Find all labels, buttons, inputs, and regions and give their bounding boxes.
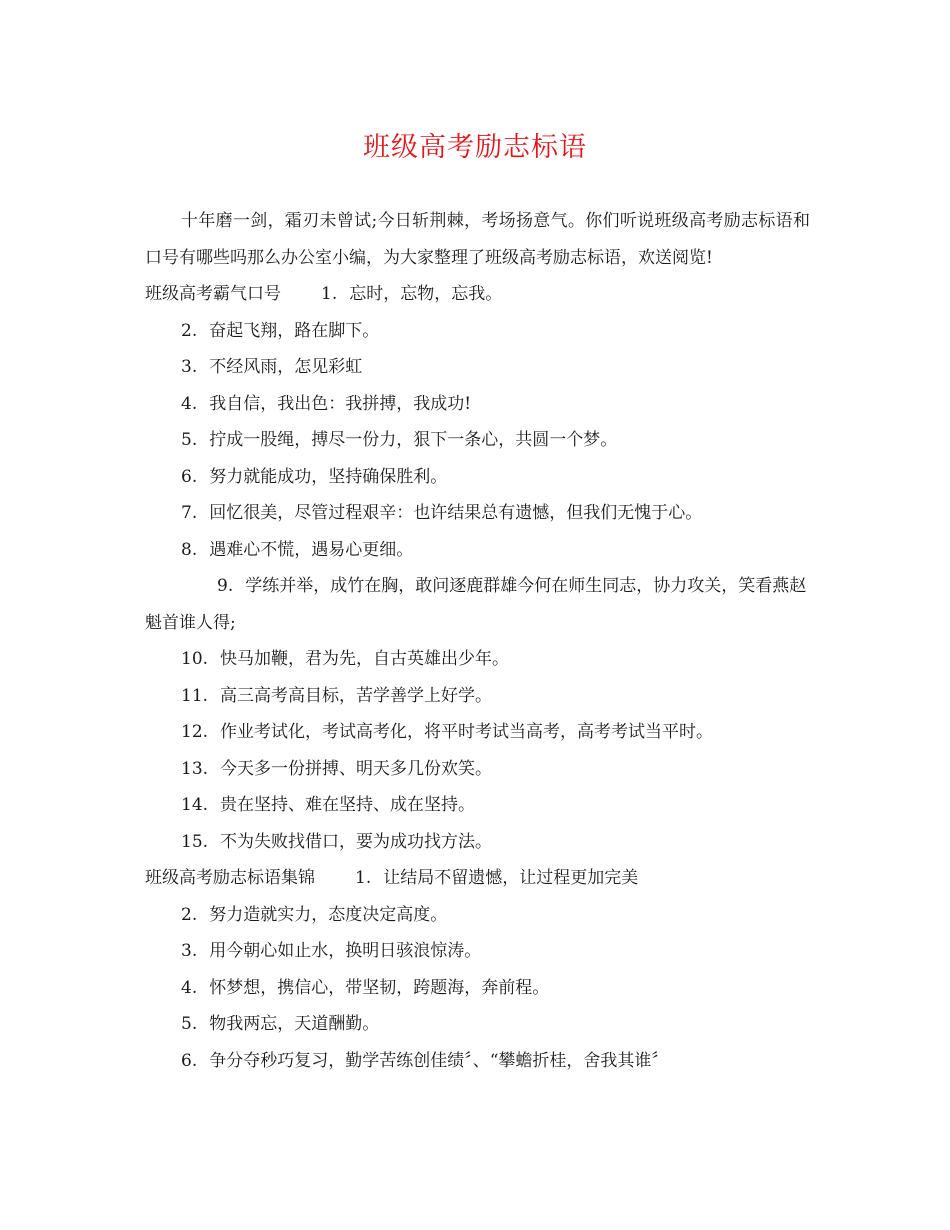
list-item-number: 15. — [181, 831, 209, 852]
list-item — [145, 386, 810, 423]
section2-heading: 班级高考励志标语集锦 — [145, 868, 315, 888]
list-item — [145, 897, 810, 934]
list-item-text: 学练并举，成竹在胸，敢问逐鹿群雄今何在师生同志，协力攻关，笑看燕赵魁首谁人得; — [145, 576, 807, 633]
list-item-number: 6. — [181, 466, 198, 487]
list-item-text: 快马加鞭，君为先，自古英雄出少年。 — [220, 649, 510, 669]
list-item-number: 3. — [181, 941, 198, 961]
list-item-number: 4. — [181, 393, 198, 414]
list-item-number: 1. — [355, 868, 372, 888]
list-item — [145, 349, 810, 386]
list-item-text: 奋起飞翔，路在脚下。 — [209, 320, 380, 341]
list-item — [145, 568, 810, 641]
list-item-text: 怀梦想，携信心，带坚韧，跨题海，奔前程。 — [209, 977, 550, 998]
list-item-number: 10. — [181, 649, 209, 669]
list-item-number: 5. — [181, 1014, 198, 1034]
list-item-number: 8. — [181, 539, 198, 560]
list-item — [145, 1006, 810, 1043]
list-item-text: 不经风雨，怎见彩虹 — [209, 357, 363, 377]
list-item — [145, 787, 810, 824]
list-item — [145, 641, 810, 678]
list-item-number: 6. — [181, 1050, 198, 1071]
list-item-number: 7. — [181, 503, 198, 523]
list-item — [145, 678, 810, 715]
list-item-number: 2. — [181, 320, 198, 341]
section1-heading-line — [145, 276, 810, 313]
list-item-text: 作业考试化，考试高考化，将平时考试当高考，高考考试当平时。 — [220, 722, 714, 742]
list-item-text: 拧成一股绳，搏尽一份力，狠下一条心，共圆一个梦。 — [209, 430, 618, 450]
list-item-number: 5. — [181, 430, 198, 450]
list-item-text: 物我两忘，天道酬勤。 — [209, 1014, 380, 1034]
list-item-text: 贵在坚持、难在坚持、成在坚持。 — [220, 795, 476, 815]
list-item — [145, 751, 810, 788]
list-item-text: 今天多一份拼搏、明天多几份欢笑。 — [220, 758, 493, 779]
list-item-text: 努力就能成功，坚持确保胜利。 — [209, 466, 448, 487]
list-item-text: 不为失败找借口，要为成功找方法。 — [220, 831, 493, 852]
list-item — [145, 313, 810, 350]
list-item — [145, 970, 810, 1007]
list-item-text: 用今朝心如止水，换明日骇浪惊涛。 — [209, 941, 482, 961]
document-body — [145, 203, 810, 1079]
list-item-number: 1. — [321, 284, 338, 304]
list-item — [145, 933, 810, 970]
list-item-number: 4. — [181, 977, 198, 998]
list-item-text: 忘时，忘物，忘我。 — [349, 284, 503, 304]
list-item — [145, 1043, 810, 1080]
intro-paragraph: 十年磨一剑，霜刃未曾试;今日斩荆棘，考场扬意气。你们听说班级高考励志标语和口号有哪些吗那么办公室小编，为大家整理了班级高考励志标语，欢送阅览! — [145, 211, 810, 268]
list-item — [145, 532, 810, 569]
list-item — [145, 422, 810, 459]
list-item-text: 让结局不留遗憾，让过程更加完美 — [383, 868, 639, 888]
document-title: 班级高考励志标语 — [363, 132, 587, 163]
list-item — [145, 824, 810, 861]
list-item-text: 遇难心不慌，遇易心更细。 — [209, 539, 414, 560]
list-item-text: 回忆很美，尽管过程艰辛：也许结果总有遗憾，但我们无愧于心。 — [209, 503, 703, 523]
list-item-text: 我自信，我出色：我拼搏，我成功! — [209, 393, 472, 414]
list-item-number: 9. — [217, 576, 234, 596]
list-item — [145, 714, 810, 751]
list-item-text: 争分夺秒巧复习，勤学苦练创佳绩〞、“攀蟾折桂，舍我其谁〞 — [209, 1050, 669, 1071]
list-item-number: 12. — [181, 722, 209, 742]
list-item-number: 14. — [181, 795, 209, 815]
section1-heading: 班级高考霸气口号 — [145, 284, 281, 304]
section2-heading-line — [145, 860, 810, 897]
list-item-text: 高三高考高目标，苦学善学上好学。 — [220, 685, 493, 706]
list-item — [145, 495, 810, 532]
list-item — [145, 459, 810, 496]
list-item-number: 11. — [181, 685, 209, 706]
list-item-number: 3. — [181, 357, 198, 377]
list-item-number: 13. — [181, 758, 209, 779]
list-item-text: 努力造就实力，态度决定高度。 — [209, 904, 448, 925]
list-item-number: 2. — [181, 904, 198, 925]
